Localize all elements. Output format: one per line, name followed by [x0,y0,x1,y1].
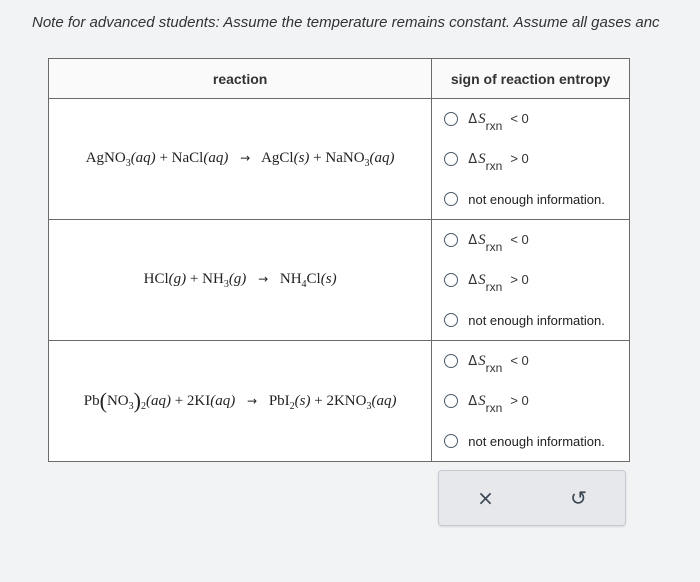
option-not-enough-info[interactable] [432,179,629,219]
reaction-arrow: → [258,271,269,286]
formula-pb: Pb [83,393,100,409]
instruction-note: Note for advanced students: Assume the temperature remains constant. Assume all gases anc [32,14,660,31]
less-than-zero: < 0 [510,110,529,126]
state-g: (g) [228,270,247,287]
delta-symbol: Δ [468,151,478,167]
left-paren: ( [99,388,107,413]
greater-than-zero: > 0 [510,271,529,287]
s-symbol: S [478,352,486,369]
delta-s-negative-label [468,352,529,375]
state-aq: (aq) [210,393,236,409]
delta-symbol: Δ [468,272,478,288]
greater-than-zero: > 0 [510,392,529,408]
formula-agcl: AgCl [261,149,294,166]
table-header-row [49,59,630,99]
close-icon: × [477,486,494,510]
subscript: 3 [125,157,131,169]
table-row [49,99,630,220]
radio-button[interactable] [444,233,458,247]
plus-sign: + [174,393,184,409]
formula-nh4cl-cl: Cl [306,270,321,287]
plus-sign: + [314,393,323,409]
state-s: (s) [320,270,337,287]
right-paren: ) [133,388,141,413]
not-enough-info-label: not enough information. [468,312,605,328]
subscript: 3 [364,157,370,169]
formula-no3: NO [106,393,129,409]
reaction-3-equation [83,388,397,413]
radio-button[interactable] [444,192,458,206]
option-not-enough-info[interactable] [432,421,629,461]
plus-sign: + [189,270,199,287]
less-than-zero: < 0 [510,231,529,247]
delta-s-positive-label [468,271,529,294]
radio-button[interactable] [444,152,458,166]
table-row [49,341,630,462]
subscript: 4 [301,278,307,290]
greater-than-zero: > 0 [510,150,529,166]
option-negative[interactable] [432,99,629,139]
state-aq: (aq) [371,393,397,409]
sign-options-1 [432,99,630,220]
delta-s-negative-label [468,231,529,254]
reaction-1 [49,99,432,220]
reaction-2 [49,220,432,341]
header-reaction: reaction [49,59,432,99]
s-symbol: S [478,271,486,288]
s-symbol: S [478,150,486,167]
option-not-enough-info[interactable] [432,300,629,340]
not-enough-info-label: not enough information. [468,191,605,207]
state-aq: (aq) [369,149,395,166]
delta-s-positive-label [468,392,529,415]
formula-nh4cl: NH [279,270,302,287]
clear-button[interactable] [458,480,514,516]
delta-symbol: Δ [468,393,478,409]
rxn-subscript: rxn [485,239,503,254]
reaction-arrow: → [240,150,251,165]
rxn-subscript: rxn [485,279,503,294]
formula-nacl: NaCl [171,149,204,166]
reaction-arrow: → [247,394,258,408]
state-g: (g) [168,270,187,287]
formula-hcl: HCl [143,270,169,287]
rxn-subscript: rxn [485,400,503,415]
s-symbol: S [478,392,486,409]
radio-button[interactable] [444,313,458,327]
subscript: 3 [128,401,134,412]
reaction-1-equation [85,149,395,169]
option-negative[interactable] [432,341,629,381]
radio-button[interactable] [444,394,458,408]
formula-nh3: NH [202,270,224,287]
sign-options-2 [432,220,630,341]
delta-symbol: Δ [468,232,478,248]
table-row [49,220,630,341]
rxn-subscript: rxn [485,158,503,173]
formula-nano3: NaNO [325,149,365,166]
formula-2ki: 2KI [186,393,211,409]
s-symbol: S [478,110,486,127]
radio-button[interactable] [444,273,458,287]
sign-options-3 [432,341,630,462]
option-positive[interactable] [432,381,629,421]
radio-button[interactable] [444,434,458,448]
formula-agno3: AgNO [85,149,126,166]
undo-icon: ↺ [570,486,587,510]
plus-sign: + [313,149,322,166]
plus-sign: + [159,149,168,166]
delta-s-negative-label [468,110,529,133]
subscript: 2 [140,401,146,412]
undo-button[interactable] [551,480,607,516]
radio-button[interactable] [444,112,458,126]
option-negative[interactable] [432,220,629,260]
s-symbol: S [478,231,486,248]
state-s: (s) [293,149,310,166]
header-sign: sign of reaction entropy [432,59,630,99]
subscript: 2 [289,401,295,412]
state-s: (s) [294,393,311,409]
subscript: 3 [223,278,229,290]
less-than-zero: < 0 [510,352,529,368]
radio-button[interactable] [444,354,458,368]
formula-pbi2: PbI [268,393,290,409]
option-positive[interactable] [432,139,629,179]
delta-symbol: Δ [468,111,478,127]
state-aq: (aq) [130,149,156,166]
subscript: 3 [366,401,372,412]
option-positive[interactable] [432,260,629,300]
reaction-3 [49,341,432,462]
rxn-subscript: rxn [485,360,503,375]
delta-s-positive-label [468,150,529,173]
reaction-2-equation [143,270,337,290]
rxn-subscript: rxn [485,118,503,133]
not-enough-info-label: not enough information. [468,433,605,449]
delta-symbol: Δ [468,353,478,369]
state-aq: (aq) [203,149,229,166]
reaction-entropy-table [48,58,630,462]
state-aq: (aq) [145,393,171,409]
formula-2kno3: 2KNO [326,393,367,409]
answer-action-panel [438,470,626,526]
